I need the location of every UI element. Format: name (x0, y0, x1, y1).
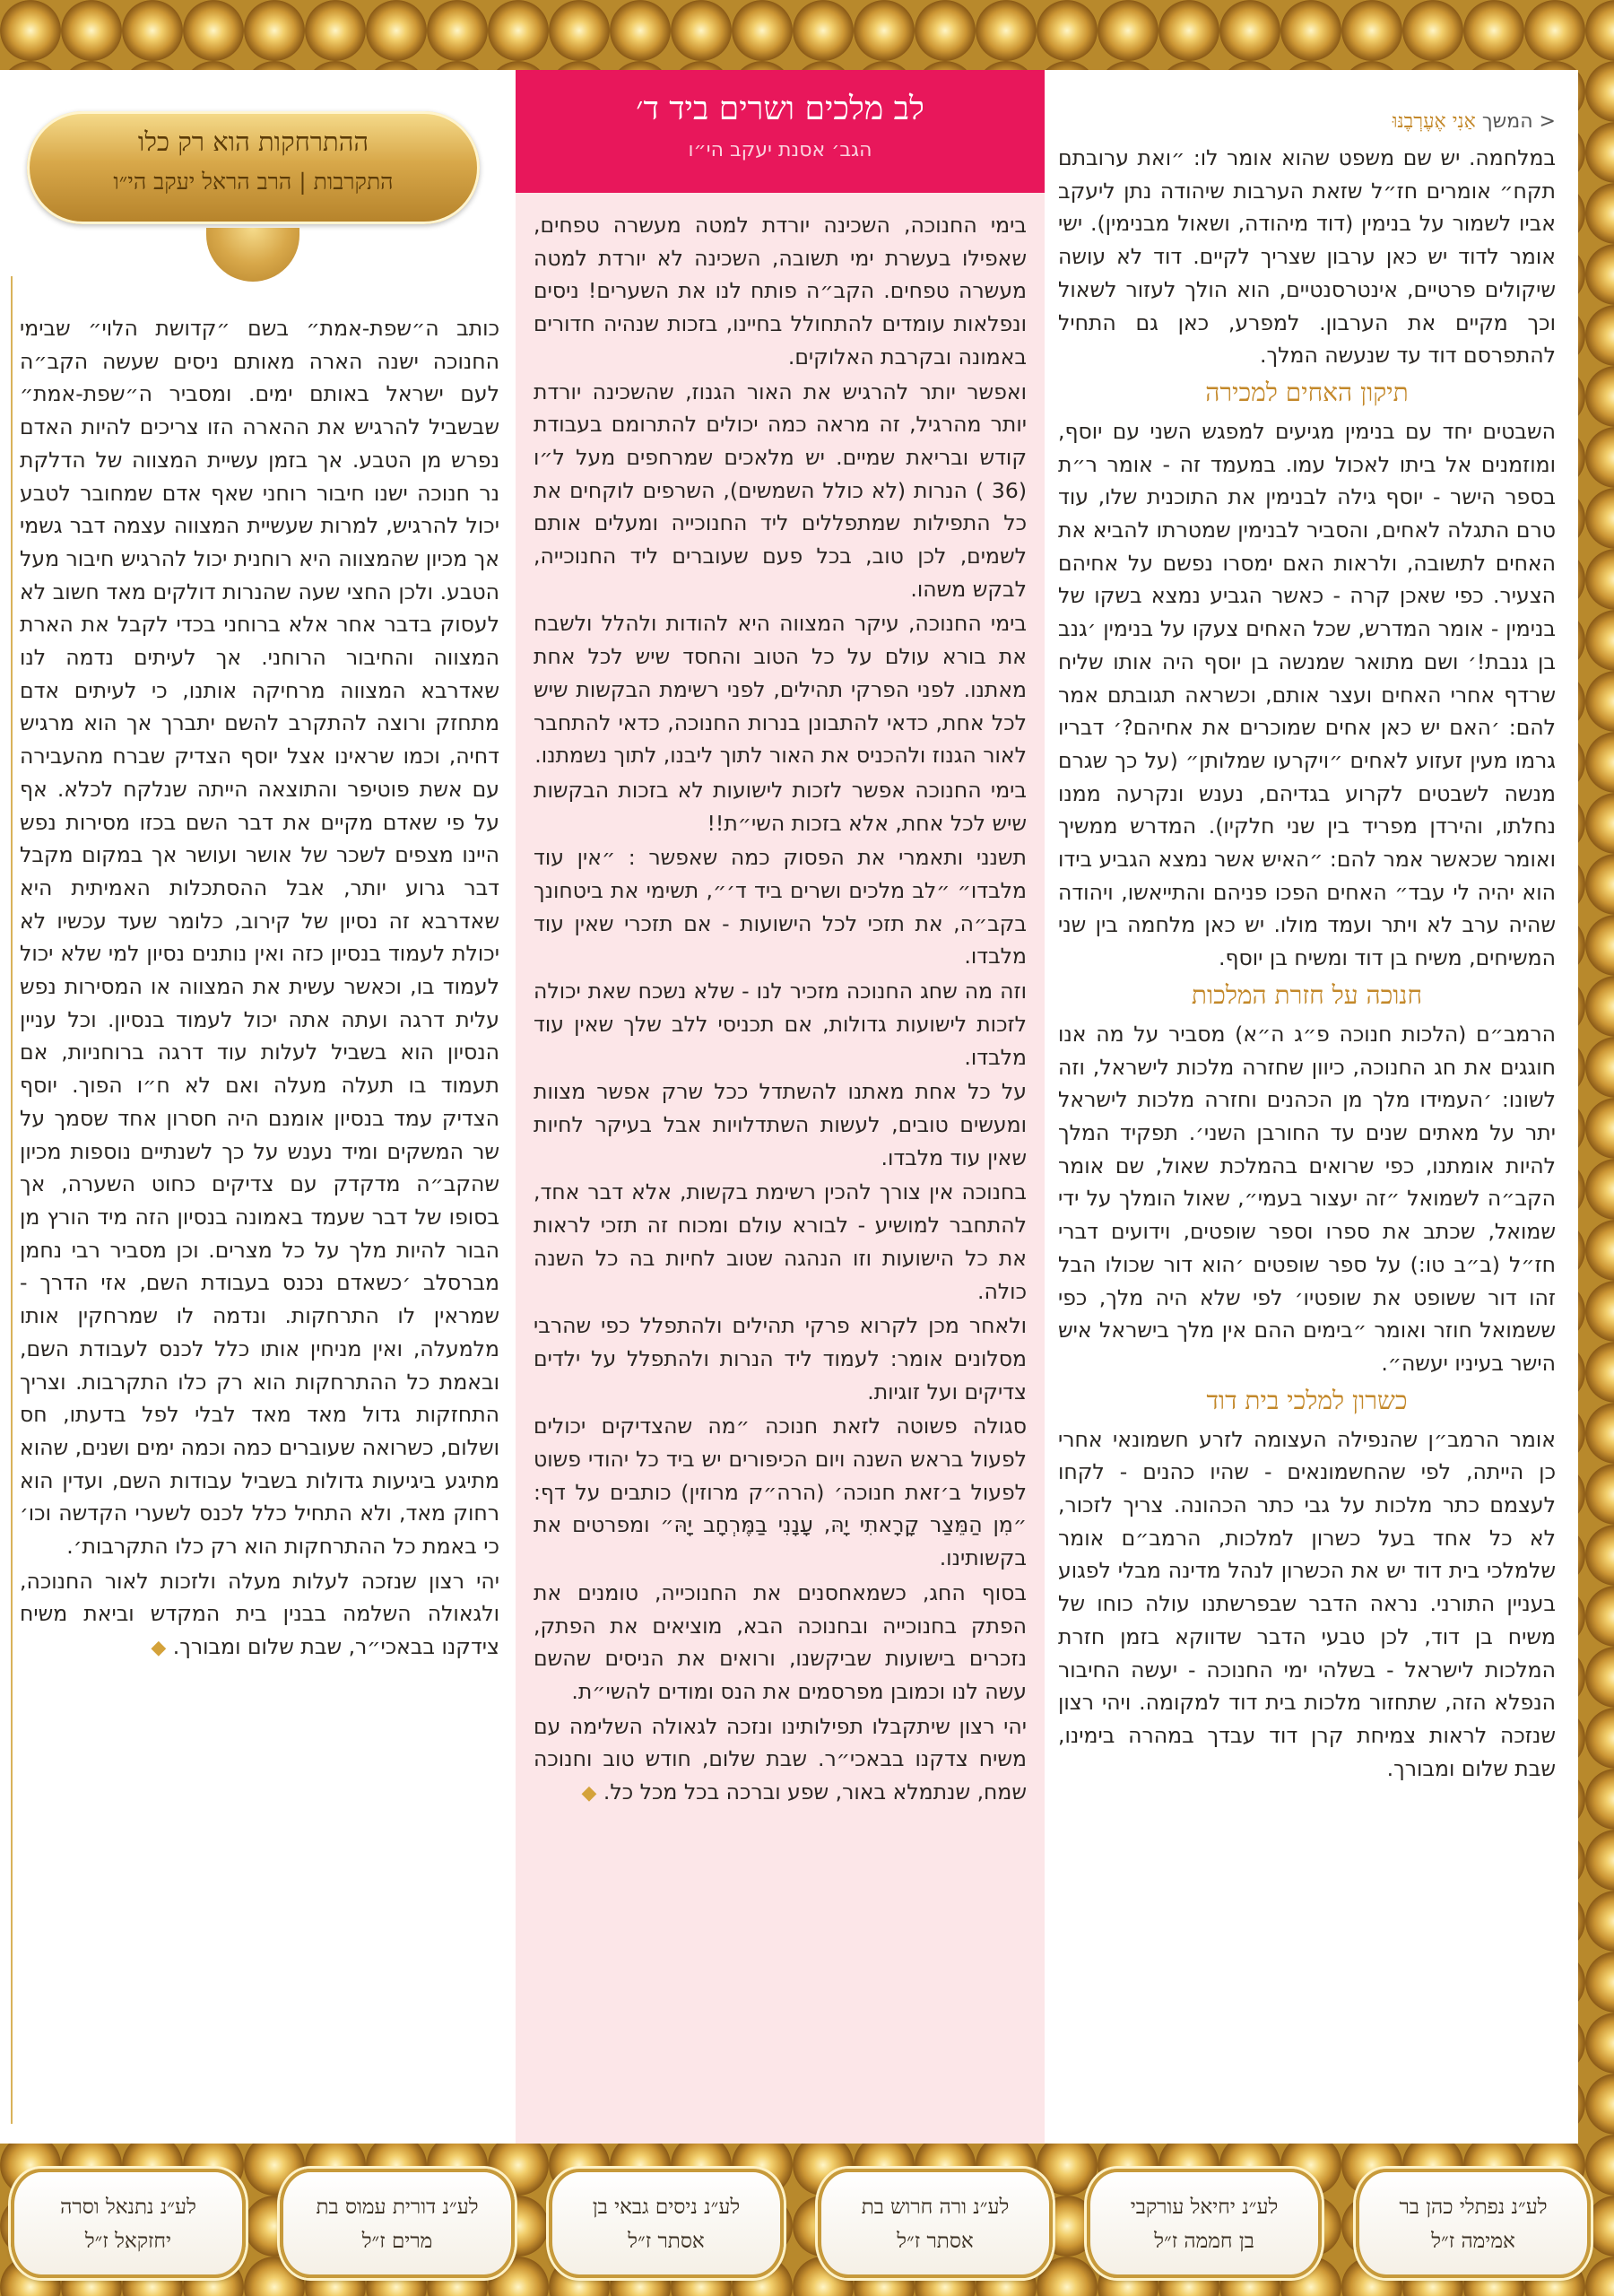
memorial-line: אסתר ז״ל (897, 2230, 974, 2253)
left-column (20, 70, 499, 1667)
memorial-line: אסתר ז״ל (628, 2230, 705, 2253)
middle-paragraph: בסוף החג, כשמאחסנים את החנוכייה, טומנים את הפתק בחנוכייה ובחנוכה הבא, מוציאים את הפתק, נזכרים בישועות שביקשנו, ורואים את הניסים שהשם עשה לנו וכמובן מפרסמים את הנס ומודים להשי״ת. (534, 1579, 1027, 1704)
middle-body (516, 193, 1045, 1811)
memorial-plaque (280, 2169, 515, 2278)
left-closing-text: יהי רצון שנזכה לעלות מעלה ולזכות לאור החנוכה, ולגאולה השלמה בבנין בית המקדש וביאת משיח צידקנו בבאכי״ר, שבת שלום ומבורך. (20, 1568, 499, 1660)
middle-paragraph: על כל אחת מאתנו להשתדל ככל שרק אפשר מצוות ומעשים טובים, לעשות השתדלויות אבל בעיקר לחיות שאין עוד מלבדו. (534, 1079, 1027, 1170)
right-column (1058, 70, 1556, 1787)
memorial-line: לע״נ ורה חרוש בת (861, 2196, 1010, 2219)
middle-paragraph: ואפשר יותר להרגיש את האור הגנוז, שהשכינה יורדת יותר מהרגיל, זה מראה כמה יכולים להתרומם בעבודת קודש ובריאת שמיים. יש מלאכים שמרחפים מעל ל״ו (36 ) הנרות (לא כולל השמשים), השרפים לוקחים את כל התפילות שמתפללים ליד החנוכייה ומעלים אותם לשמים, לכן טוב, בכל פעם שעוברים ליד החנוכייה, לבקש משהו. (534, 378, 1027, 602)
left-paragraph-1: כותב ה״שפת-אמת״ בשם ״קדושת הלוי״ שבימי החנוכה ישנה הארה מאותם ניסים שעשה הקב״ה לעם ישראל באותם ימים. ומסביר ה״שפת-אמת״ שבשביל להרגיש את ההארה הזו צריכים להיות האדם נפרש מן הטבע. אך בזמן עשיית המצווה של הדלקת נר חנוכה ישנו חיבור רוחני שאף אדם שמחובר לטבע יכול להרגיש, למרות שעשיית המצווה עצמה דבר גשמי אך מכיון שהמצווה היא רוחנית יכול להרגיש חיבור מעל הטבע. ולכן החצי שעה שהנרות דולקים מאד חשוב לא לעסוק בדבר אחר אלא ברוחני בכדי לקבל את הארת המצווה והחיבור הרוחני. אך לעיתים נדמה לנו שאדרבא המצווה מרחיקה אותנו, כי לעיתים אדם מתחזק ורוצה להתקרב להשם יתברך אך הוא מרגיש דחיה, וכמו שראינו אצל יוסף הצדיק שברח מהעבירה עם אשת פוטיפר והתוצאה הייתה שנלקח לכלא. אף על פי שאדם מקיים את דבר השם בכזו מסירות נפש היינו מצפים לשכר של אושר ועושר אך במקום מקבל דבר גרוע יותר, אבל ההסתכלות האמיתית היא שאדרבא זה נסיון של קירוב, כלומר שעד עכשיו לא יכולת לעמוד בנסיון כזה ואין נותנים נסיון למי שלא יכול לעמוד בו, וכאשר עשית את המצווה או המסירות נפש עלית דרגה ועתה אתה יכול לעמוד בנסיון. וכל עניין הנסיון הוא בשביל לעלות עוד דרגה ברוחניות, אם תעמוד בו תעלה מעלה ואם לא ח״ו הפוך. יוסף הצדיק עמד בנסיון אומנם היה חסרון אחד שסמך על שר המשקים ומיד נענש על כך לשנתיים נוספות מכיון שהקב״ה מדקדק עם צדיקים כחוט השערה, אך בסופו של דבר שעמד באמונה בנסיון הזה מיד הורץ מן הבור להיות מלך על כל מצרים. וכן מסביר רבי נחמן מברסלב ׳כשאדם נכנס בעבודת השם, אזי הדרך - שמראין לו התרחקות. ונדמה לו שמרחקין אותו מלמעלה, ואין מניחין אותו כלל לכנס לעבודת השם, ובאמת כל ההתרחקות הוא רק כלו התקרבות. וצריך התחזקות גדול מאד מאד לבלי לפל בדעתו, חס ושלום, כשרואה שעוברים כמה וכמה ימים ושנים, שהוא מתיגע ביגיעות גדולות בשביל עבודות השם, ועדין הוא רחוק מאד, ולא התחיל כלל לכנס לשערי הקדשה וכו׳ כי באמת כל ההתרחקות הוא רק כלו התקרבות׳. (20, 316, 499, 1560)
left-article-title: ההתרחקות הוא רק כלו (137, 126, 369, 157)
left-paragraph-2 (20, 1565, 499, 1665)
continuation-title: אַנִי אֶעֶרְבֶנּוּ (1392, 110, 1476, 133)
continuation-label: < המשך (1481, 110, 1556, 133)
middle-paragraph: וזה מה שחג החנוכה מזכיר לנו - שלא נשכח שאת יכולה לזכות לישועות גדולות, אם תכניסי ללב שלך שאין עוד מלבדו. (534, 978, 1027, 1070)
left-divider (11, 276, 13, 2124)
middle-paragraph: בימי החנוכה, השכינה יורדת למטה מעשרה טפחים, שאפילו בעשרת ימי תשובה, השכינה לא יורדת למטה מעשרה טפחים. הקב״ה פותח לנו את השערים! ניסים ונפלאות עומדים להתחולל בחיינו, בזכות שנהיה חדורים באמונה ובקרבת האלוקים. (534, 213, 1027, 370)
memorial-line: לע״נ נפתלי כהן בר (1399, 2196, 1548, 2219)
article-page (0, 70, 1578, 2144)
left-article-banner (27, 111, 480, 303)
middle-paragraph: בימי החנוכה, עיקר המצווה היא להודות ולהלל ולשבח את בורא עולם על כל הטוב והחסד שיש לכל אחת מאתנו. לפני הפרקי תהילים, לפני רשימת הבקשות שיש לכל אחת, כדאי להתבונן בנרות החנוכה, כדאי להתחבר לאור הגנוז ולהכניס את האור לתוך ליבנו, לתוך נשמתנו. (534, 611, 1027, 769)
section-heading-brothers: תיקון האחים למכירה (1205, 377, 1409, 407)
memorial-plaque (549, 2169, 784, 2278)
middle-article-title: לב מלכים ושרים ביד ד׳ (636, 91, 924, 127)
right-paragraph-3: הרמב״ם (הלכות חנוכה פ״ג ה״א) מסביר על מה אנו חוגגים את חג החנוכה, כיוון שחזרה מלכות לישראל, וזה לשונו: ׳העמידו מלך מן הכהנים וחזרה מלכות לישראל יתר על מאתים שנים עד החורבן השני׳. תפקיד המלך להיות אומתנו, כפי שרואים בהמלכת שאול, שם אומר הקב״ה לשמואל ״זה יעצור בעמי״, שאול הומלך על ידי שמואל, שכתב את ספרו וספר שופטים, וידועים דברי חז״ל (ב״ב טו:) על ספר שופטים ׳הוא דור שכולו הבל זהו דור ששופט את שופטיו׳ לפי שלא היה מלך, כפי ששמואל חוזר ואומר ״בימים ההם אין מלך בישראל איש הישר בעיניו יעשה״. (1058, 1021, 1556, 1376)
middle-header (516, 70, 1045, 193)
ornament-icon (206, 228, 299, 282)
middle-article-author: הגב׳ אסנת יעקב הי״ו (688, 139, 872, 161)
middle-paragraph: בימי החנוכה אפשר לזכות לישועות לא בזכות הבקשות שיש לכל אחת, אלא בזכות השי״ת!! (534, 777, 1027, 836)
middle-closing-text: יהי רצון שיתקבלו תפילותינו ונזכה לגאולה השלימה עם משיח צדקנו בבאכי״ר. שבת שלום, חודש טוב וחנוכה שמח, שנתמלא באור, שפע וברכה בכל מכל כל. (534, 1713, 1027, 1805)
left-article-subtitle: התקרבות | הרב הראל יעקב הי״ו (113, 169, 394, 195)
memorial-line: אמימה ז״ל (1431, 2230, 1515, 2253)
right-paragraph-2: השבטים יחד עם בנימין מגיעים למפגש השני עם יוסף, ומוזמנים אל ביתו לאכול עמו. במעמד זה - אומר ר״ת בספר הישר - יוסף גילה לבנימין את התוכנית שלו, עוד טרם התגלה לאחים, והסביר לבנימין שמטרתו להביא את האחים לתשובה, ולראות האם ימסרו נפשם על אחיהם הצעיר. כפי שאכן קרה - כאשר הגביע נמצא בשקו של בנימין - אומר המדרש, שכל האחים צעקו על בנימין ׳גנב בן גנבת!׳ ושם מתואר שמנשה בן יוסף היה אותו שליח שרדף אחרי האחים ועצר אותם, וכשראה תגובתם אמר להם: ׳האם יש כאן אחים שמוכרים את אחיהם?׳ דבריו גרמו מעין זעזוע לאחים ״ויקרעו שמלותן״ (על כך שגרם מנשה לשבטים לקרוע בגדיהם, נענש ונקרעה ממנו נחלתו, והירדן מפריד בין שני חלקיו). המדרש ממשיך ואומר שכאשר אמר להם: ״האיש אשר נמצא הגביע בידו הוא יהיה לי עבד״ האחים הפכו פניהם והתייאשו, ויהודה שהיה ערב לא ויתר ועמד מולו. יש כאן מלחמה בין שני המשיחים, משיח בן דוד ומשיח בן יוסף. (1058, 418, 1556, 971)
end-diamond-icon: ◆ (151, 1637, 167, 1660)
section-heading-kingship: חנוכה על חזרת המלכות (1191, 979, 1423, 1010)
memorial-line: בן חממה ז״ל (1154, 2230, 1254, 2253)
section-heading-david: כשרון למלכי בית דוד (1206, 1385, 1408, 1415)
middle-paragraph: בחנוכה אין צורך להכין רשימת בקשות, אלא דבר אחד, להתחבר למושיע - לבורא עולם ומכוח זה תזכי לראות את כל הישועות וזו הנהגה שטוב לחיות בה כל השנה כולה. (534, 1179, 1027, 1304)
memorial-line: לע״נ נתנאל וסרה (60, 2196, 196, 2219)
memorial-plaque (1356, 2169, 1591, 2278)
memorial-line: לע״נ ניסים גבאי בן (592, 2196, 741, 2219)
memorial-line: לע״נ יחיאל עורקבי (1130, 2196, 1279, 2219)
middle-column (516, 70, 1045, 2144)
memorial-plaque (1087, 2169, 1322, 2278)
memorial-line: יחזקאל ז״ל (84, 2230, 172, 2253)
middle-paragraph: ולאחר מכן לקרוא פרקי תהילים ולהתפלל כפי שהרבי מסלונים אומר: לעמוד ליד הנרות ולהתפלל על ילדים צדיקים ועל זוגיות. (534, 1313, 1027, 1405)
continuation-line (1058, 106, 1556, 138)
memorial-plaque (818, 2169, 1053, 2278)
right-paragraph-1: במלחמה. יש שם משפט שהוא אומר לו: ״ואת ערובתם תקח״ אומרים חז״ל שזאת הערבות שיהודה נתן ליעקב אביו לשמור על בנימין (דוד מיהודה, ושאול מבנימין). ישי אומר לדוד יש כאן ערבון שצריך לקיים. דוד לא עושה שיקולים פרטיים, אינטרסנטיים, הוא הולך לעזור לשאול וכך מקיים את הערבון. למפרע, כאן גם התחיל להתפרסם דוד עד שנעשה המלך. (1058, 145, 1556, 369)
middle-paragraph-last (534, 1710, 1027, 1811)
memorial-line: לע״נ דורית עמוס בת (316, 2196, 479, 2219)
right-paragraph-4: אומר הרמב״ן שהנפילה העצומה לזרע חשמונאי אחרי כן הייתה, לפי שהחשמונאים - שהיו כהנים - לקחו לעצמם כתר מלכות על גבי כתר הכהונה. צריך לזכור, לא כל אחד בעל כשרון למלכות, הרמב״ם אומר שלמלכי בית דוד יש את הכשרון לנהל מדינה מבלי לפגוע בעניין התורני. נראה הדבר שבפרשתנו עולה כוחו של משיח בן דוד, לכן טבעי הדבר שדווקא בזמן חזרת המלכות לישראל - בשלהי ימי החנוכה - יעשה החיבור הנפלא הזה, שתחזור מלכות בית דוד למקומה. ויהי רצון שנזכה לראות צמיחת קרן דוד עבדך במהרה בימינו, שבת שלום ומבורך. (1058, 1426, 1556, 1781)
memorial-line: מרים ז״ל (361, 2230, 433, 2253)
middle-paragraph: תשנני ותאמרי את הפסוק כמה שאפשר : ״אין עוד מלבדו״ ״לב מלכים ושרים ביד ד׳״, תשימי את ביטחונך בקב״ה, את תזכי לכל הישועות - אם תזכרי שאין עוד מלבדו. (534, 845, 1027, 970)
middle-paragraph: סגולה פשוטה לזאת חנוכה ״מה שהצדיקים יכולים לפעול בראש השנה ויום הכיפורים יש ביד כל יהודי פשוט לפעול ב׳זאת חנוכה׳ (הרה״ק מרוזין) כותבים על דף: ״מִן הַמֵּצַר קָרָאתִי יָהּ, עָנָנִי בַמֶּרְחָב יָהּ״ ומפרטים את בקשותינו. (534, 1413, 1027, 1571)
end-diamond-icon: ◆ (581, 1782, 597, 1805)
memorial-plaque (11, 2169, 246, 2278)
